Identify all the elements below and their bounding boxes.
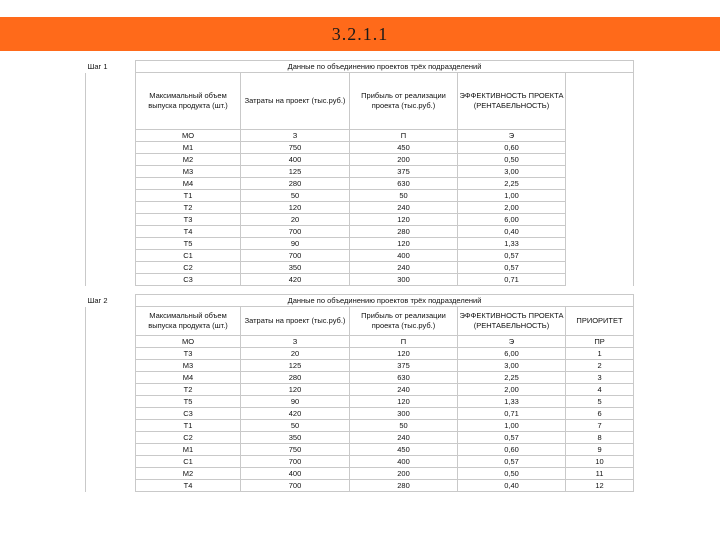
table-cell: 6,00 (458, 348, 566, 360)
step2-header-priority: ПРИОРИТЕТ (566, 307, 634, 336)
step1-caption-row (86, 61, 634, 73)
step2-table (85, 294, 634, 492)
table-cell: 240 (350, 202, 458, 214)
table-cell: 20 (241, 348, 350, 360)
table-cell: 120 (350, 238, 458, 250)
table-cell: 280 (241, 178, 350, 190)
table-row (86, 274, 634, 286)
step2-caption: Данные по объединению проектов трёх подразделений (136, 295, 634, 307)
step2-symbol: ПР (566, 336, 634, 348)
table-row (86, 190, 634, 202)
table-row (86, 384, 634, 396)
step1-symbol: З (241, 130, 350, 142)
table-cell: Т3 (136, 348, 241, 360)
table-cell: 0,57 (458, 432, 566, 444)
table-cell: 200 (350, 468, 458, 480)
step2-symbol: П (350, 336, 458, 348)
table-cell: 0,57 (458, 456, 566, 468)
step2-symbol: З (241, 336, 350, 348)
table-cell: 0,50 (458, 154, 566, 166)
table-cell: 50 (350, 420, 458, 432)
table-cell: M2 (136, 154, 241, 166)
slide-title: 3.2.1.1 (331, 23, 389, 44)
table-cell: 3 (566, 372, 634, 384)
table-cell: M1 (136, 142, 241, 154)
table-cell: 3,00 (458, 360, 566, 372)
step1-symbol: П (350, 130, 458, 142)
table-cell: 120 (350, 348, 458, 360)
table-cell: 7 (566, 420, 634, 432)
step2-header-mo: Максимальный объем выпуска продукта (шт.) (136, 307, 241, 336)
table-cell: 375 (350, 360, 458, 372)
table-cell: 280 (241, 372, 350, 384)
table-cell: 750 (241, 142, 350, 154)
table-row (86, 178, 634, 190)
table-cell: 280 (350, 226, 458, 238)
table-cell: 9 (566, 444, 634, 456)
table-cell: 6,00 (458, 214, 566, 226)
table-cell: 280 (350, 480, 458, 492)
table-cell: 2,00 (458, 202, 566, 214)
table-cell: M4 (136, 372, 241, 384)
table-cell: 20 (241, 214, 350, 226)
table-cell: С1 (136, 250, 241, 262)
table-cell: M2 (136, 468, 241, 480)
table-cell: 400 (350, 456, 458, 468)
table-cell: 630 (350, 372, 458, 384)
table-cell: С2 (136, 262, 241, 274)
step2-symbol: MO (136, 336, 241, 348)
table-cell: 4 (566, 384, 634, 396)
table-cell: 700 (241, 480, 350, 492)
table-cell: 450 (350, 444, 458, 456)
table-cell: Т5 (136, 238, 241, 250)
table-cell: 350 (241, 262, 350, 274)
table-cell: Т2 (136, 202, 241, 214)
table-cell: 0,50 (458, 468, 566, 480)
table-cell: M1 (136, 444, 241, 456)
table-cell: 240 (350, 262, 458, 274)
table-cell: 125 (241, 166, 350, 178)
table-cell: 90 (241, 396, 350, 408)
step1-caption: Данные по объединению проектов трёх подразделений (136, 61, 634, 73)
table-row (86, 250, 634, 262)
table-cell: 750 (241, 444, 350, 456)
table-cell: 120 (241, 384, 350, 396)
table-row (86, 154, 634, 166)
step2-symbol-row (86, 336, 634, 348)
table-row (86, 348, 634, 360)
table-cell: С3 (136, 408, 241, 420)
table-cell: 120 (241, 202, 350, 214)
table-cell: M3 (136, 166, 241, 178)
table-cell: 2,25 (458, 178, 566, 190)
table-row (86, 360, 634, 372)
table-cell: С2 (136, 432, 241, 444)
table-row (86, 420, 634, 432)
step1-header-cost: Затраты на проект (тыс.руб.) (241, 73, 350, 130)
table-cell: 2,00 (458, 384, 566, 396)
table-cell: 8 (566, 432, 634, 444)
table-cell: 700 (241, 456, 350, 468)
table-cell: Т1 (136, 420, 241, 432)
table-cell: 0,60 (458, 444, 566, 456)
step2-symbol: Э (458, 336, 566, 348)
table-cell: 5 (566, 396, 634, 408)
table-cell: 1,00 (458, 190, 566, 202)
table-row (86, 468, 634, 480)
table-row (86, 396, 634, 408)
table-cell: 1,33 (458, 238, 566, 250)
table-row (86, 226, 634, 238)
table-cell: 300 (350, 274, 458, 286)
step2-header-profit: Прибыль от реализации проекта (тыс.руб.) (350, 307, 458, 336)
table-row (86, 202, 634, 214)
step1-header-row (86, 73, 634, 130)
table-cell: 375 (350, 166, 458, 178)
table-cell: Т2 (136, 384, 241, 396)
table-cell: 400 (241, 154, 350, 166)
table-cell: 630 (350, 178, 458, 190)
table-cell: Т5 (136, 396, 241, 408)
table-cell: 700 (241, 226, 350, 238)
table-cell: 0,71 (458, 408, 566, 420)
table-row (86, 480, 634, 492)
table-cell: 2 (566, 360, 634, 372)
step1-table-body (86, 142, 634, 286)
table-cell: 450 (350, 142, 458, 154)
table-cell: 0,40 (458, 226, 566, 238)
table-row (86, 432, 634, 444)
step2-header-cost: Затраты на проект (тыс.руб.) (241, 307, 350, 336)
table-row (86, 408, 634, 420)
step1-table (85, 60, 634, 294)
table-row (86, 214, 634, 226)
table-cell: 240 (350, 384, 458, 396)
table-cell: 0,60 (458, 142, 566, 154)
table-row (86, 262, 634, 274)
step2-header-row (86, 307, 634, 336)
table-row (86, 444, 634, 456)
table-cell: 50 (350, 190, 458, 202)
step2-caption-row (86, 295, 634, 307)
step1-label: Шаг 1 (87, 61, 108, 71)
step2-header-efficiency: ЭФФЕКТИВНОСТЬ ПРОЕКТА (РЕНТАБЕЛЬНОСТЬ) (458, 307, 566, 336)
table-cell: 0,71 (458, 274, 566, 286)
table-cell: 2,25 (458, 372, 566, 384)
table-cell: 350 (241, 432, 350, 444)
table-row (86, 166, 634, 178)
table-cell: 3,00 (458, 166, 566, 178)
table-cell: 200 (350, 154, 458, 166)
table-cell: M4 (136, 178, 241, 190)
table-cell: 50 (241, 190, 350, 202)
table-cell: 240 (350, 432, 458, 444)
step1-symbol: MO (136, 130, 241, 142)
table-cell: 0,57 (458, 250, 566, 262)
step2-table-body (86, 348, 634, 492)
step1-symbol-row (86, 130, 634, 142)
table-cell: С3 (136, 274, 241, 286)
slide-title-bar (0, 17, 720, 51)
table-cell: 700 (241, 250, 350, 262)
table-cell: 90 (241, 238, 350, 250)
table-cell: 11 (566, 468, 634, 480)
table-cell: 6 (566, 408, 634, 420)
table-cell: 12 (566, 480, 634, 492)
table-cell: M3 (136, 360, 241, 372)
table-cell: 420 (241, 274, 350, 286)
table-cell: 1,00 (458, 420, 566, 432)
table-cell: 0,40 (458, 480, 566, 492)
step2-label: Шаг 2 (87, 295, 108, 305)
table-cell: 400 (350, 250, 458, 262)
table-cell: 120 (350, 396, 458, 408)
table-cell: 300 (350, 408, 458, 420)
table-row (86, 372, 634, 384)
table-row (86, 142, 634, 154)
table-cell: 120 (350, 214, 458, 226)
table-cell: 50 (241, 420, 350, 432)
table-row (86, 238, 634, 250)
table-cell: Т4 (136, 226, 241, 238)
table-cell: Т1 (136, 190, 241, 202)
step1-header-profit: Прибыль от реализации проекта (тыс.руб.) (350, 73, 458, 130)
table-cell: 1,33 (458, 396, 566, 408)
table-cell: 400 (241, 468, 350, 480)
step1-header-mo: Максимальный объем выпуска продукта (шт.) (136, 73, 241, 130)
table-cell: Т4 (136, 480, 241, 492)
step1-header-efficiency: ЭФФЕКТИВНОСТЬ ПРОЕКТА (РЕНТАБЕЛЬНОСТЬ) (458, 73, 566, 130)
table-cell: 10 (566, 456, 634, 468)
table-cell: 1 (566, 348, 634, 360)
spreadsheet-document (85, 60, 633, 492)
table-cell: 125 (241, 360, 350, 372)
table-row (86, 456, 634, 468)
table-cell: 0,57 (458, 262, 566, 274)
table-cell: С1 (136, 456, 241, 468)
table-cell: 420 (241, 408, 350, 420)
table-cell: Т3 (136, 214, 241, 226)
step1-symbol: Э (458, 130, 566, 142)
